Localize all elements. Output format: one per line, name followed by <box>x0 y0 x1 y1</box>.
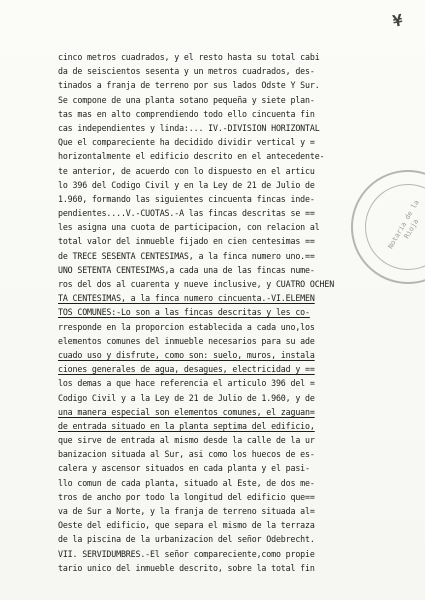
text-line: TOS COMUNES:-Lo son a las fincas descritas y les co- <box>58 307 310 318</box>
text-line: una manera especial son elementos comunes, el zaguan= <box>58 406 315 417</box>
text-line: tinados a franja de terreno por sus lados Odste Y Sur. <box>58 80 320 91</box>
text-line: Se compone de una planta sotano pequeña y siete plan- <box>58 94 315 105</box>
text-line: cinco metros cuadrados, y el resto hasta su total cabi <box>58 52 320 62</box>
text-line: les asigna una cuota de participacion, con relacion al <box>58 222 320 233</box>
text-line: total valor del inmueble fijado en cien centesimas == <box>58 236 315 247</box>
text-line: Oeste del edificio, que separa el mismo de la terraza <box>58 520 315 531</box>
text-line: Codigo Civil y a la Ley de 21 de Julio de 1.960, y de <box>58 392 315 403</box>
text-line: que sirve de entrada al mismo desde la calle de la ur <box>58 435 315 446</box>
text-line: los demas a que hace referencia el articulo 396 del = <box>58 378 315 389</box>
text-line: de la piscina de la urbanizacion del señor Odebrecht. <box>58 534 315 545</box>
text-line: calera y ascensor situados en cada planta y el pasi- <box>58 463 310 474</box>
document-body <box>58 50 378 575</box>
text-line: 1.960, formando las siguientes cincuenta fincas inde- <box>58 193 315 204</box>
text-line: VII. SERVIDUMBRES.-El señor compareciente,como propie <box>58 548 315 559</box>
corner-handwritten-mark: ¥ <box>391 10 405 31</box>
text-line: tas mas en alto comprendiendo todo ello cincuenta fin <box>58 108 315 119</box>
text-line: de entrada situado en la planta septima del edificio, <box>58 420 315 431</box>
text-line: lo 396 del Codigo Civil y en la Ley de 21 de Julio de <box>58 179 315 190</box>
text-line: TA CENTESIMAS, a la finca numero cincuenta.-VI.ELEMEN <box>58 293 315 304</box>
text-line: horizontalmente el edificio descrito en el antecedente- <box>58 151 325 162</box>
text-line: ros del dos al cuarenta y nueve inclusive, y CUATRO OCHEN <box>58 279 335 289</box>
text-line: banizacion situada al Sur, asi como los huecos de es- <box>58 449 315 460</box>
text-line: va de Sur a Norte, y la franja de terreno situada al= <box>58 506 315 516</box>
text-line: cas independientes y linda:... IV.-DIVISION HORIZONTAL <box>58 122 320 133</box>
text-line: cuado uso y disfrute, como son: suelo, muros, instala <box>58 349 315 360</box>
text-line: de TRECE SESENTA CENTESIMAS, a la finca numero uno.== <box>58 250 315 261</box>
text-line: te anterior, de acuerdo con lo dispuesto en el articu <box>58 165 315 176</box>
text-line: Que el compareciente ha decidido dividir vertical y = <box>58 137 315 148</box>
notary-stamp-text: Notaria de la Rioja <box>386 198 421 251</box>
text-line: rresponde en la proporcion establecida a cada uno,los <box>58 321 315 332</box>
text-line: pendientes....V.-CUOTAS.-A las fincas descritas se == <box>58 208 315 219</box>
text-line: llo comun de cada planta, situado al Este, de dos me- <box>58 477 315 488</box>
text-line: ciones generales de agua, desagues, electricidad y == <box>58 364 315 375</box>
text-line: tros de ancho por todo la longitud del edificio que== <box>58 491 315 502</box>
text-line: UNO SETENTA CENTESIMAS,a cada una de las fincas nume- <box>58 264 315 275</box>
text-line: da de seiscientos sesenta y un metros cuadrados, des- <box>58 66 315 77</box>
text-line: tario unico del inmueble descrito, sobre la total fin <box>58 562 315 573</box>
text-line: elementos comunes del inmueble necesarios para su ade <box>58 335 315 346</box>
